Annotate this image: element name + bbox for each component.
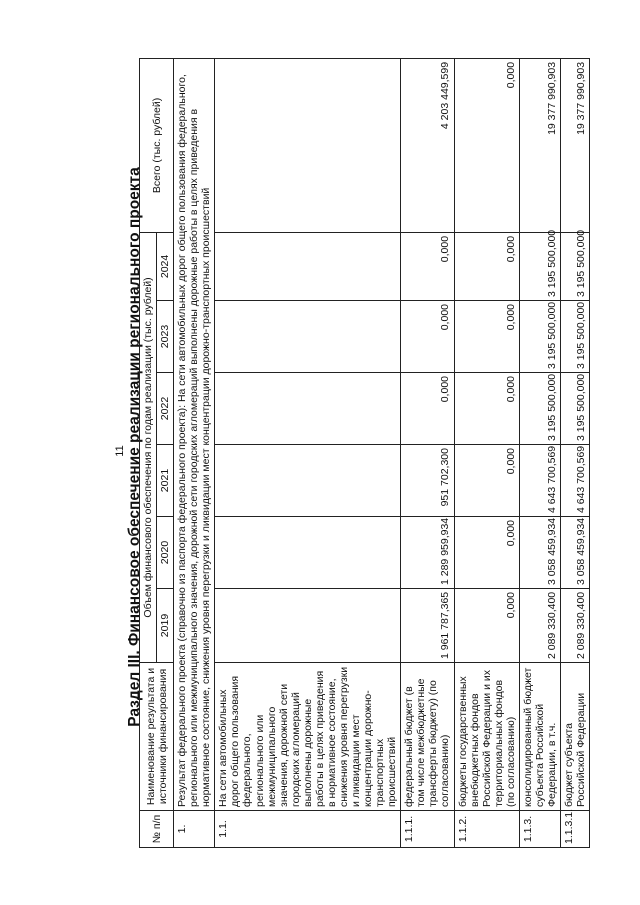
header-year: 2019 [157, 589, 174, 663]
cell-value: 0,000 [401, 301, 454, 373]
cell-value [215, 589, 401, 663]
cell-value: 3 058 459,934 [561, 517, 590, 589]
cell-value: 3 195 500,000 [561, 301, 590, 373]
section-title: Раздел III. Финансовое обеспечение реализации регионального проекта [126, 167, 143, 727]
cell-value: 0,000 [454, 517, 519, 589]
row-num: 1.1.3.1. [561, 811, 590, 848]
table-row [561, 58, 590, 847]
cell-value: 0,000 [454, 589, 519, 663]
cell-total: 0,000 [454, 58, 519, 232]
cell-total [215, 58, 401, 232]
funding-table-container [139, 59, 639, 848]
cell-value: 0,000 [454, 232, 519, 300]
table-row [519, 58, 560, 847]
header-year: 2022 [157, 373, 174, 445]
cell-value: 4 643 700,569 [519, 445, 560, 517]
cell-value: 951 702,300 [401, 445, 454, 517]
row-name: На сети автомобильных дорог общего пользования федерального, регионального или межмуниципального значения, дорожной сети городских агломераций выполнены дорожные работы в целях приведения в нормативное состояние, снижения уровня перегрузки и ликвидации мест концентрации дорожно-транспортных происшествий [215, 663, 401, 811]
header-num: № п/п [140, 811, 174, 848]
result-row [174, 58, 215, 847]
cell-value [215, 373, 401, 445]
header-row-1 [140, 58, 157, 847]
header-name: Наименование результата и источники финансирования [140, 663, 174, 811]
cell-value: 2 089 330,400 [519, 589, 560, 663]
header-year: 2020 [157, 517, 174, 589]
cell-value: 3 195 500,000 [561, 373, 590, 445]
cell-value: 0,000 [454, 301, 519, 373]
cell-total: 19 377 990,903 [519, 58, 560, 232]
cell-value: 3 195 500,000 [519, 232, 560, 300]
cell-value: 3 195 500,000 [519, 301, 560, 373]
cell-value [215, 445, 401, 517]
header-funding: Объем финансового обеспечения по годам реализации (тыс. рублей) [140, 232, 157, 662]
table-row [215, 58, 401, 847]
row-name: федеральный бюджет (в том числе межбюджетные трансферты бюджету) (по согласованию) [401, 663, 454, 811]
cell-value: 0,000 [401, 232, 454, 300]
result-text: Результат федерального проекта (справочно из паспорта федерального проекта): На сети автомобильных дорог общего пользования федерального, регионального или межмуниципального значения, дорожной сети городских агломераций выполнены дорожные работы в целях приведения в нормативное состояние, снижения уровня перегрузки и ликвидации мест концентрации дорожно-транспортных происшествий [174, 58, 215, 810]
row-num: 1.1.3. [519, 811, 560, 848]
header-total: Всего (тыс. рублей) [140, 58, 174, 232]
cell-value [215, 232, 401, 300]
row-num: 1.1.1. [401, 811, 454, 848]
cell-value: 1 289 959,934 [401, 517, 454, 589]
cell-value: 0,000 [401, 373, 454, 445]
header-year: 2024 [157, 232, 174, 300]
row-num: 1.1. [215, 811, 401, 848]
page-number: 11 [114, 445, 126, 457]
header-year: 2023 [157, 301, 174, 373]
cell-value: 0,000 [454, 373, 519, 445]
cell-value: 1 961 787,365 [401, 589, 454, 663]
cell-value [215, 301, 401, 373]
cell-value: 3 058 459,934 [519, 517, 560, 589]
cell-value: 4 643 700,569 [561, 445, 590, 517]
cell-value: 3 195 500,000 [561, 232, 590, 300]
cell-value: 2 089 330,400 [561, 589, 590, 663]
row-name: бюджет субъекта Российской Федерации [561, 663, 590, 811]
funding-table [139, 58, 590, 848]
header-year: 2021 [157, 445, 174, 517]
cell-value [215, 517, 401, 589]
cell-value: 0,000 [454, 445, 519, 517]
cell-total: 4 203 449,599 [401, 58, 454, 232]
result-num: 1. [174, 811, 215, 848]
row-name: бюджеты государственных внебюджетных фондов Российской Федерации и их территориальных фондов (по согласованию) [454, 663, 519, 811]
table-row [454, 58, 519, 847]
cell-total: 19 377 990,903 [561, 58, 590, 232]
row-num: 1.1.2. [454, 811, 519, 848]
row-name: консолидированный бюджет субъекта Российской Федерации, в т.ч. [519, 663, 560, 811]
cell-value: 3 195 500,000 [519, 373, 560, 445]
table-row [401, 58, 454, 847]
